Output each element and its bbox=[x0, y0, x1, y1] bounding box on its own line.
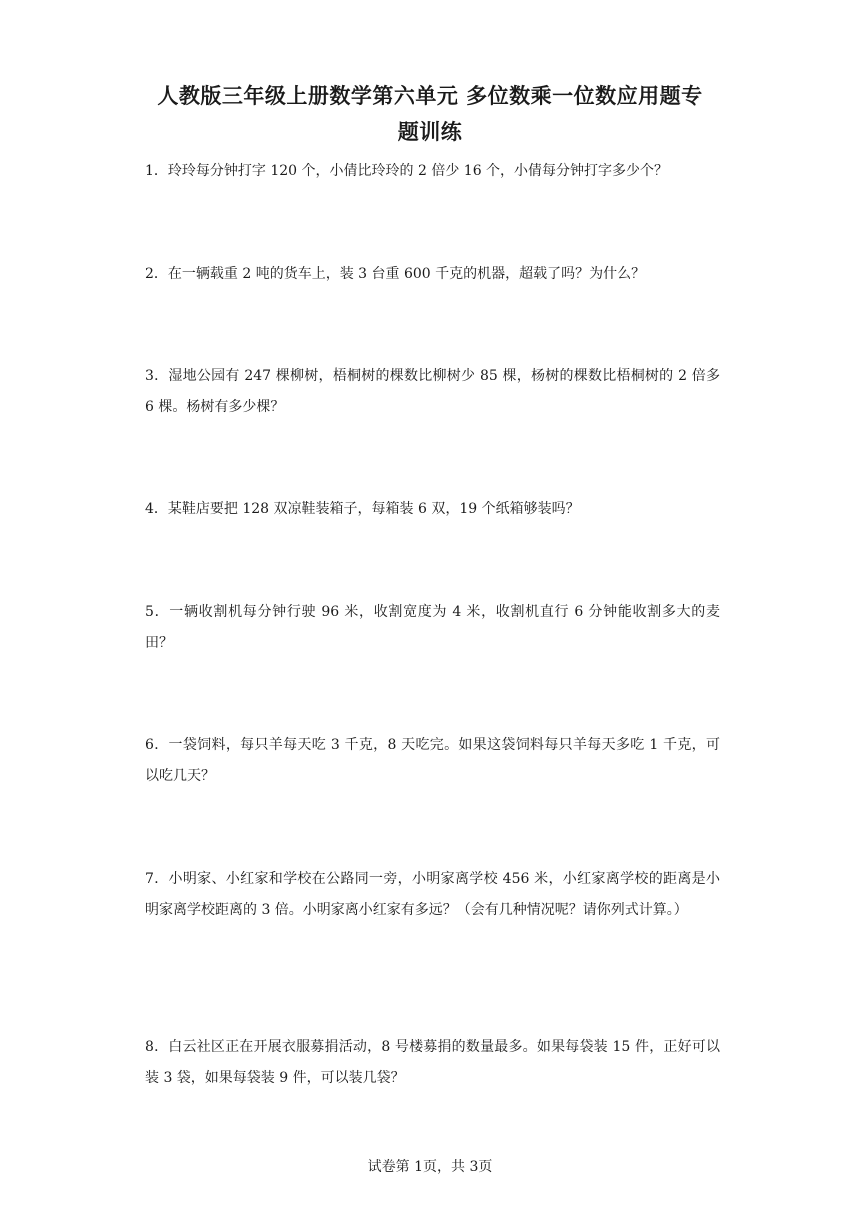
page-title-line-1: 人教版三年级上册数学第六单元 多位数乘一位数应用题专 bbox=[157, 84, 703, 108]
question-1: 1．玲玲每分钟打字 120 个，小倩比玲玲的 2 倍少 16 个，小倩每分钟打字多少个？ bbox=[145, 163, 669, 179]
question-6: 6．一袋饲料，每只羊每天吃 3 千克，8 天吃完。如果这袋饲料每只羊每天多吃 1 千克，可以吃几天？ bbox=[145, 737, 720, 784]
question-3: 3．湿地公园有 247 棵柳树，梧桐树的棵数比柳树少 85 棵，杨树的棵数比梧桐树的 2 倍多 6 棵。杨树有多少棵？ bbox=[145, 368, 720, 415]
question-7: 7．小明家、小红家和学校在公路同一旁，小明家离学校 456 米，小红家离学校的距离是小明家离学校距离的 3 倍。小明家离小红家有多远？（会有几种情况呢？请你列式计算。） bbox=[145, 871, 720, 918]
page-title-line-2: 题训练 bbox=[397, 120, 463, 144]
question-2: 2．在一辆载重 2 吨的货车上，装 3 台重 600 千克的机器，超载了吗？为什么？ bbox=[145, 266, 646, 282]
page-footer: 试卷第 1页，共 3页 bbox=[367, 1159, 493, 1175]
question-5: 5．一辆收割机每分钟行驶 96 米，收割宽度为 4 米，收割机直行 6 分钟能收割多大的麦田？ bbox=[145, 604, 720, 651]
question-8: 8．白云社区正在开展衣服募捐活动，8 号楼募捐的数量最多。如果每袋装 15 件，正好可以装 3 袋，如果每袋装 9 件，可以装几袋？ bbox=[145, 1039, 720, 1086]
question-4: 4．某鞋店要把 128 双凉鞋装箱子，每箱装 6 双，19 个纸箱够装吗？ bbox=[145, 501, 580, 517]
